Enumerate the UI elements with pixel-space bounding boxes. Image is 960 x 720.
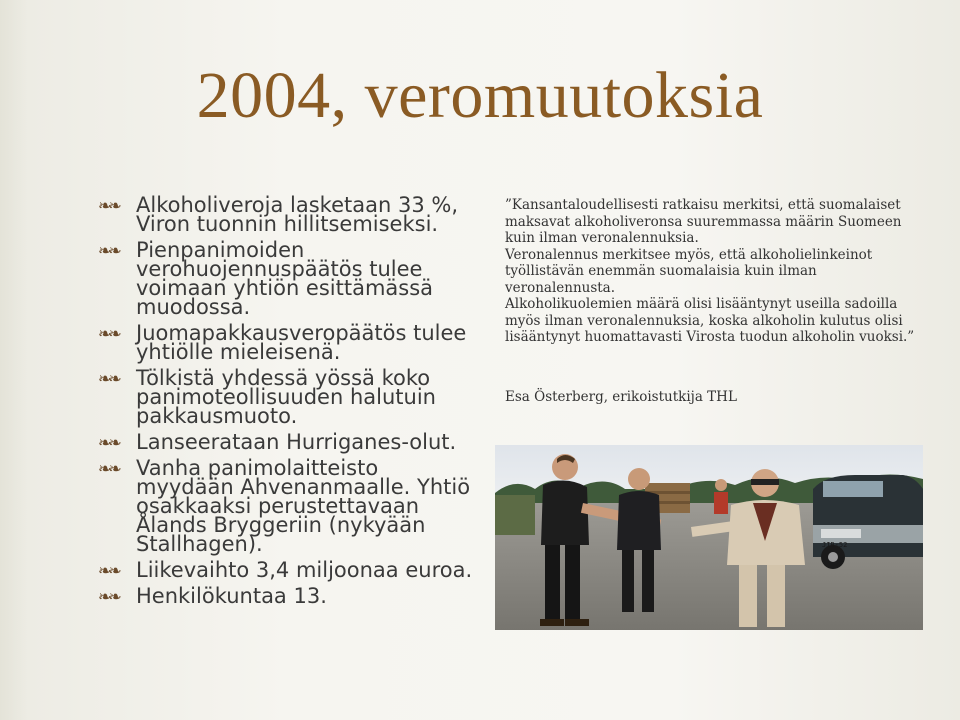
bullet-text: Juomapakkausveropäätös tulee yhtiölle mieleisenä.: [136, 321, 467, 364]
bullet-item: [98, 430, 482, 454]
bullet-text: Lanseerataan Hurriganes-olut.: [136, 430, 457, 454]
bullet-text: Liikevaihto 3,4 miljoonaa euroa.: [136, 558, 473, 582]
fleuron-bullet-icon: ❧❧: [98, 587, 119, 606]
fleuron-bullet-icon: ❧❧: [98, 459, 119, 478]
bullet-item: [98, 238, 482, 319]
bullet-text: Vanha panimolaitteisto myydään Ahvenanmaalle. Yhtiö osakkaaksi perustettavaan Ålands Bryggeriin (nykyään Stallhagen).: [136, 456, 471, 556]
bullet-item: [98, 193, 482, 236]
bullet-text: Pienpanimoiden verohuojennuspäätös tulee voimaan yhtiön esittämässä muodossa.: [136, 238, 434, 319]
bullet-item: [98, 584, 482, 608]
bullet-item: [98, 366, 482, 428]
fleuron-bullet-icon: ❧❧: [98, 369, 119, 388]
slide-title: 2004, veromuutoksia: [196, 59, 764, 132]
bullet-text: Alkoholiveroja lasketaan 33 %, Viron tuonnin hillitsemiseksi.: [136, 193, 458, 236]
event-photo-illustration: [495, 445, 923, 630]
fleuron-bullet-icon: ❧❧: [98, 196, 119, 215]
quote-attribution: Esa Österberg, erikoistutkija THL: [505, 389, 737, 405]
bullet-item: [98, 456, 482, 556]
bullet-text: Henkilökuntaa 13.: [136, 584, 327, 608]
fleuron-bullet-icon: ❧❧: [98, 433, 119, 452]
fleuron-bullet-icon: ❧❧: [98, 241, 119, 260]
bullet-item: [98, 558, 482, 582]
quote-block: [505, 197, 925, 346]
quote-paragraph: Alkoholikuolemien määrä olisi lisääntynyt useilla sadoilla myös ilman veronalennuksia, koska alkoholin kulutus olisi lisääntynyt huomattavasti Virosta tuodun alkoholin vuoksi.”: [505, 296, 915, 345]
bullet-text: Tölkistä yhdessä yössä koko panimoteollisuuden halutuin pakkausmuoto.: [136, 366, 436, 428]
event-photo: [495, 445, 923, 630]
quote-paragraph: ”Kansantaloudellisesti ratkaisu merkitsi, että suomalaiset maksavat alkoholiveronsa suuremmassa määrin Suomeen kuin ilman veronalennuksia.: [505, 197, 902, 246]
car-license-plate: JIB-52: [822, 541, 848, 549]
fleuron-bullet-icon: ❧❧: [98, 561, 119, 580]
bullet-item: [98, 321, 482, 364]
quote-paragraph: Veronalennus merkitsee myös, että alkoholielinkeinot työllistävän enemmän suomalaisia kuin ilman veronalennusta.: [505, 246, 873, 296]
bullet-list: [98, 193, 482, 613]
fleuron-bullet-icon: ❧❧: [98, 324, 119, 343]
